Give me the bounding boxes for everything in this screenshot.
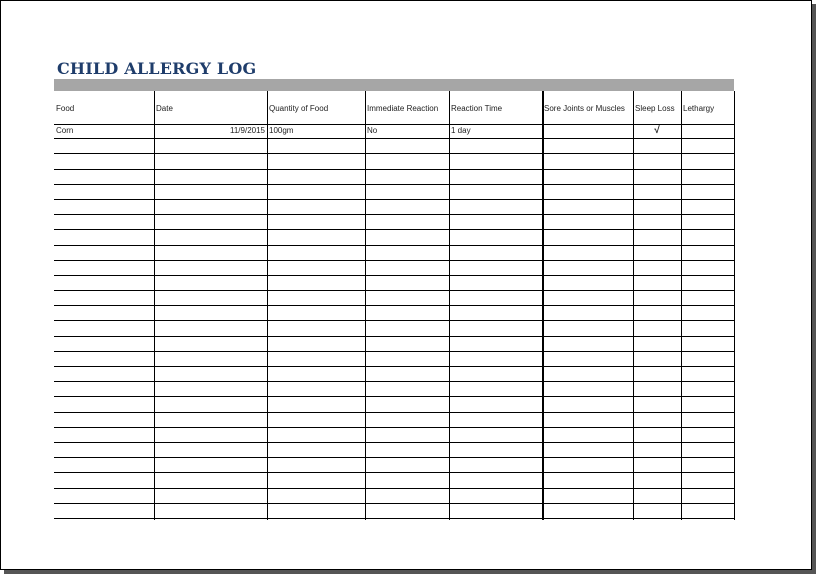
cell-immediate-reaction[interactable] bbox=[365, 352, 449, 366]
cell-quantity[interactable] bbox=[267, 413, 365, 427]
cell-sleep-loss[interactable] bbox=[633, 185, 681, 199]
cell-date[interactable] bbox=[154, 306, 267, 320]
cell-food[interactable] bbox=[54, 170, 154, 184]
cell-date[interactable] bbox=[154, 261, 267, 275]
cell-sore-joints[interactable] bbox=[542, 337, 633, 351]
cell-quantity[interactable] bbox=[267, 397, 365, 411]
cell-sleep-loss[interactable] bbox=[633, 246, 681, 260]
cell-reaction-time[interactable] bbox=[449, 428, 542, 442]
cell-lethargy[interactable] bbox=[681, 215, 734, 229]
cell-immediate-reaction[interactable] bbox=[365, 413, 449, 427]
cell-sore-joints[interactable] bbox=[542, 428, 633, 442]
column-divider bbox=[449, 91, 450, 520]
cell-immediate-reaction[interactable] bbox=[365, 367, 449, 381]
header-date: Date bbox=[156, 103, 173, 113]
cell-immediate-reaction[interactable] bbox=[365, 473, 449, 487]
column-divider bbox=[681, 91, 682, 520]
cell-sleep-loss[interactable] bbox=[633, 443, 681, 457]
cell-sleep-loss[interactable] bbox=[633, 170, 681, 184]
cell-quantity[interactable] bbox=[267, 321, 365, 335]
cell-sore-joints[interactable] bbox=[542, 458, 633, 472]
cell-date[interactable] bbox=[154, 185, 267, 199]
table-row bbox=[54, 154, 734, 169]
cell-sleep-loss[interactable] bbox=[633, 139, 681, 153]
cell-immediate-reaction[interactable] bbox=[365, 200, 449, 214]
cell-food[interactable] bbox=[54, 443, 154, 457]
cell-sore-joints[interactable] bbox=[542, 124, 633, 138]
cell-sleep-loss[interactable] bbox=[633, 306, 681, 320]
cell-lethargy[interactable] bbox=[681, 230, 734, 244]
cell-quantity[interactable] bbox=[267, 306, 365, 320]
cell-lethargy[interactable] bbox=[681, 367, 734, 381]
cell-lethargy[interactable] bbox=[681, 321, 734, 335]
cell-sleep-loss[interactable] bbox=[633, 489, 681, 503]
cell-reaction-time[interactable] bbox=[449, 337, 542, 351]
cell-quantity[interactable] bbox=[267, 246, 365, 260]
cell-reaction-time[interactable] bbox=[449, 397, 542, 411]
cell-date[interactable] bbox=[154, 443, 267, 457]
header-food: Food bbox=[56, 103, 75, 113]
column-divider bbox=[154, 91, 155, 520]
cell-date[interactable] bbox=[154, 473, 267, 487]
cell-food[interactable] bbox=[54, 154, 154, 168]
table-row bbox=[54, 428, 734, 443]
cell-sleep-loss[interactable]: √ bbox=[654, 125, 660, 136]
cell-sleep-loss[interactable] bbox=[633, 337, 681, 351]
cell-sore-joints[interactable] bbox=[542, 382, 633, 396]
cell-quantity[interactable] bbox=[267, 154, 365, 168]
cell-lethargy[interactable] bbox=[681, 185, 734, 199]
cell-date[interactable] bbox=[154, 200, 267, 214]
cell-quantity[interactable] bbox=[267, 489, 365, 503]
cell-quantity[interactable]: 100gm bbox=[269, 126, 294, 135]
cell-reaction-time[interactable] bbox=[449, 352, 542, 366]
cell-immediate-reaction[interactable] bbox=[365, 382, 449, 396]
table-row bbox=[54, 306, 734, 321]
header-sleep-loss: Sleep Loss bbox=[635, 103, 675, 113]
cell-quantity[interactable] bbox=[267, 504, 365, 518]
cell-immediate-reaction[interactable] bbox=[365, 246, 449, 260]
cell-quantity[interactable] bbox=[267, 428, 365, 442]
cell-lethargy[interactable] bbox=[681, 261, 734, 275]
cell-sleep-loss[interactable] bbox=[633, 473, 681, 487]
cell-reaction-time[interactable] bbox=[449, 261, 542, 275]
header-quantity: Quantity of Food bbox=[269, 103, 329, 113]
table-row bbox=[54, 230, 734, 245]
table-row bbox=[54, 413, 734, 428]
cell-reaction-time[interactable] bbox=[449, 291, 542, 305]
table-row bbox=[54, 276, 734, 291]
cell-date[interactable] bbox=[154, 321, 267, 335]
cell-immediate-reaction[interactable] bbox=[365, 458, 449, 472]
cell-date[interactable] bbox=[154, 154, 267, 168]
cell-food[interactable] bbox=[54, 291, 154, 305]
cell-reaction-time[interactable] bbox=[449, 170, 542, 184]
header-reaction-time: Reaction Time bbox=[451, 103, 503, 113]
cell-date[interactable] bbox=[154, 489, 267, 503]
cell-immediate-reaction[interactable] bbox=[365, 504, 449, 518]
cell-immediate-reaction[interactable] bbox=[365, 230, 449, 244]
cell-sore-joints[interactable] bbox=[542, 473, 633, 487]
title-band bbox=[54, 79, 734, 91]
cell-reaction-time[interactable] bbox=[449, 443, 542, 457]
cell-sleep-loss[interactable] bbox=[633, 352, 681, 366]
cell-food[interactable] bbox=[54, 489, 154, 503]
cell-quantity[interactable] bbox=[267, 291, 365, 305]
table-row bbox=[54, 246, 734, 261]
cell-immediate-reaction[interactable] bbox=[365, 276, 449, 290]
cell-food[interactable] bbox=[54, 276, 154, 290]
cell-lethargy[interactable] bbox=[681, 352, 734, 366]
cell-food[interactable] bbox=[54, 139, 154, 153]
table-row bbox=[54, 170, 734, 185]
cell-sleep-loss[interactable] bbox=[633, 154, 681, 168]
cell-date[interactable] bbox=[154, 382, 267, 396]
cell-quantity[interactable] bbox=[267, 170, 365, 184]
cell-sore-joints[interactable] bbox=[542, 170, 633, 184]
cell-lethargy[interactable] bbox=[681, 200, 734, 214]
cell-sleep-loss[interactable] bbox=[633, 504, 681, 518]
cell-immediate-reaction[interactable] bbox=[365, 291, 449, 305]
table-row bbox=[54, 261, 734, 276]
cell-reaction-time[interactable] bbox=[449, 276, 542, 290]
table-row bbox=[54, 321, 734, 336]
cell-sleep-loss[interactable] bbox=[633, 367, 681, 381]
column-divider bbox=[267, 91, 268, 520]
cell-sore-joints[interactable] bbox=[542, 200, 633, 214]
cell-food[interactable] bbox=[54, 321, 154, 335]
cell-date[interactable] bbox=[154, 504, 267, 518]
cell-food[interactable] bbox=[54, 185, 154, 199]
header-immediate-reaction: Immediate Reaction bbox=[367, 103, 439, 113]
cell-lethargy[interactable] bbox=[681, 428, 734, 442]
cell-sore-joints[interactable] bbox=[542, 504, 633, 518]
cell-lethargy[interactable] bbox=[681, 337, 734, 351]
table-row bbox=[54, 352, 734, 367]
cell-food[interactable] bbox=[54, 215, 154, 229]
cell-immediate-reaction[interactable] bbox=[365, 397, 449, 411]
cell-sore-joints[interactable] bbox=[542, 352, 633, 366]
cell-quantity[interactable] bbox=[267, 200, 365, 214]
cell-food[interactable] bbox=[54, 458, 154, 472]
cell-lethargy[interactable] bbox=[681, 382, 734, 396]
cell-reaction-time[interactable] bbox=[449, 215, 542, 229]
cell-immediate-reaction[interactable] bbox=[365, 306, 449, 320]
cell-reaction-time[interactable] bbox=[449, 246, 542, 260]
cell-immediate-reaction[interactable]: No bbox=[367, 126, 378, 135]
cell-date[interactable] bbox=[154, 428, 267, 442]
cell-lethargy[interactable] bbox=[681, 306, 734, 320]
cell-sore-joints[interactable] bbox=[542, 185, 633, 199]
table-right-border bbox=[734, 91, 735, 520]
cell-reaction-time[interactable] bbox=[449, 367, 542, 381]
table-row bbox=[54, 504, 734, 519]
cell-lethargy[interactable] bbox=[681, 246, 734, 260]
cell-food[interactable]: Corn bbox=[56, 126, 74, 135]
cell-sore-joints[interactable] bbox=[542, 276, 633, 290]
page-title: CHILD ALLERGY LOG bbox=[57, 59, 257, 78]
cell-quantity[interactable] bbox=[267, 443, 365, 457]
column-divider bbox=[365, 91, 366, 520]
cell-lethargy[interactable] bbox=[681, 397, 734, 411]
cell-sleep-loss[interactable] bbox=[633, 321, 681, 335]
cell-food[interactable] bbox=[54, 230, 154, 244]
cell-sore-joints[interactable] bbox=[542, 397, 633, 411]
cell-date[interactable] bbox=[154, 276, 267, 290]
cell-date[interactable]: 11/9/2015 bbox=[230, 126, 265, 135]
cell-food[interactable] bbox=[54, 367, 154, 381]
cell-reaction-time[interactable] bbox=[449, 230, 542, 244]
cell-lethargy[interactable] bbox=[681, 139, 734, 153]
cell-date[interactable] bbox=[154, 230, 267, 244]
cell-sore-joints[interactable] bbox=[542, 443, 633, 457]
cell-reaction-time[interactable] bbox=[449, 489, 542, 503]
cell-reaction-time[interactable] bbox=[449, 413, 542, 427]
table-row bbox=[54, 291, 734, 306]
column-divider bbox=[542, 91, 544, 520]
cell-sleep-loss[interactable] bbox=[633, 230, 681, 244]
cell-immediate-reaction[interactable] bbox=[365, 443, 449, 457]
cell-lethargy[interactable] bbox=[681, 458, 734, 472]
cell-quantity[interactable] bbox=[267, 337, 365, 351]
cell-sore-joints[interactable] bbox=[542, 291, 633, 305]
cell-date[interactable] bbox=[154, 139, 267, 153]
cell-date[interactable] bbox=[154, 215, 267, 229]
table-header-row bbox=[54, 91, 734, 125]
cell-reaction-time[interactable]: 1 day bbox=[451, 126, 471, 135]
cell-immediate-reaction[interactable] bbox=[365, 170, 449, 184]
cell-sore-joints[interactable] bbox=[542, 306, 633, 320]
cell-food[interactable] bbox=[54, 261, 154, 275]
table-row bbox=[54, 458, 734, 473]
cell-sleep-loss[interactable] bbox=[633, 382, 681, 396]
cell-sleep-loss[interactable] bbox=[633, 428, 681, 442]
table-row bbox=[54, 139, 734, 154]
cell-sleep-loss[interactable] bbox=[633, 276, 681, 290]
table-row bbox=[54, 124, 734, 139]
cell-sore-joints[interactable] bbox=[542, 321, 633, 335]
cell-sleep-loss[interactable] bbox=[633, 291, 681, 305]
cell-immediate-reaction[interactable] bbox=[365, 428, 449, 442]
table-row bbox=[54, 443, 734, 458]
cell-immediate-reaction[interactable] bbox=[365, 489, 449, 503]
cell-reaction-time[interactable] bbox=[449, 458, 542, 472]
cell-immediate-reaction[interactable] bbox=[365, 215, 449, 229]
cell-date[interactable] bbox=[154, 170, 267, 184]
cell-immediate-reaction[interactable] bbox=[365, 261, 449, 275]
cell-reaction-time[interactable] bbox=[449, 185, 542, 199]
cell-food[interactable] bbox=[54, 200, 154, 214]
cell-sore-joints[interactable] bbox=[542, 413, 633, 427]
cell-sleep-loss[interactable] bbox=[633, 397, 681, 411]
cell-food[interactable] bbox=[54, 306, 154, 320]
column-divider bbox=[633, 91, 634, 520]
cell-reaction-time[interactable] bbox=[449, 382, 542, 396]
cell-date[interactable] bbox=[154, 413, 267, 427]
cell-date[interactable] bbox=[154, 352, 267, 366]
cell-quantity[interactable] bbox=[267, 185, 365, 199]
table-row bbox=[54, 382, 734, 397]
cell-sleep-loss[interactable] bbox=[633, 215, 681, 229]
cell-sleep-loss[interactable] bbox=[633, 261, 681, 275]
table-row bbox=[54, 215, 734, 230]
cell-immediate-reaction[interactable] bbox=[365, 337, 449, 351]
cell-sleep-loss[interactable] bbox=[633, 200, 681, 214]
table-row bbox=[54, 397, 734, 412]
cell-reaction-time[interactable] bbox=[449, 321, 542, 335]
cell-immediate-reaction[interactable] bbox=[365, 154, 449, 168]
cell-lethargy[interactable] bbox=[681, 124, 734, 138]
cell-quantity[interactable] bbox=[267, 215, 365, 229]
cell-reaction-time[interactable] bbox=[449, 504, 542, 518]
cell-date[interactable] bbox=[154, 246, 267, 260]
table-row bbox=[54, 473, 734, 488]
cell-food[interactable] bbox=[54, 397, 154, 411]
cell-date[interactable] bbox=[154, 397, 267, 411]
cell-lethargy[interactable] bbox=[681, 473, 734, 487]
cell-lethargy[interactable] bbox=[681, 154, 734, 168]
cell-quantity[interactable] bbox=[267, 458, 365, 472]
cell-reaction-time[interactable] bbox=[449, 200, 542, 214]
cell-sore-joints[interactable] bbox=[542, 367, 633, 381]
header-lethargy: Lethargy bbox=[683, 103, 715, 113]
cell-lethargy[interactable] bbox=[681, 413, 734, 427]
cell-lethargy[interactable] bbox=[681, 489, 734, 503]
cell-reaction-time[interactable] bbox=[449, 306, 542, 320]
header-sore-joints: Sore Joints or Muscles bbox=[544, 103, 625, 113]
cell-immediate-reaction[interactable] bbox=[365, 321, 449, 335]
cell-quantity[interactable] bbox=[267, 261, 365, 275]
cell-quantity[interactable] bbox=[267, 352, 365, 366]
cell-lethargy[interactable] bbox=[681, 504, 734, 518]
cell-quantity[interactable] bbox=[267, 139, 365, 153]
cell-quantity[interactable] bbox=[267, 230, 365, 244]
cell-food[interactable] bbox=[54, 473, 154, 487]
cell-sleep-loss[interactable] bbox=[633, 413, 681, 427]
table-row bbox=[54, 367, 734, 382]
cell-food[interactable] bbox=[54, 504, 154, 518]
cell-sore-joints[interactable] bbox=[542, 215, 633, 229]
cell-food[interactable] bbox=[54, 337, 154, 351]
cell-date[interactable] bbox=[154, 458, 267, 472]
cell-food[interactable] bbox=[54, 246, 154, 260]
cell-reaction-time[interactable] bbox=[449, 473, 542, 487]
log-table-body bbox=[54, 124, 734, 519]
cell-sore-joints[interactable] bbox=[542, 261, 633, 275]
cell-date[interactable] bbox=[154, 367, 267, 381]
table-row bbox=[54, 337, 734, 352]
cell-sleep-loss[interactable] bbox=[633, 458, 681, 472]
cell-immediate-reaction[interactable] bbox=[365, 185, 449, 199]
cell-food[interactable] bbox=[54, 413, 154, 427]
cell-sore-joints[interactable] bbox=[542, 139, 633, 153]
cell-date[interactable] bbox=[154, 291, 267, 305]
table-row bbox=[54, 489, 734, 504]
cell-lethargy[interactable] bbox=[681, 170, 734, 184]
cell-food[interactable] bbox=[54, 352, 154, 366]
cell-lethargy[interactable] bbox=[681, 276, 734, 290]
cell-reaction-time[interactable] bbox=[449, 154, 542, 168]
cell-sore-joints[interactable] bbox=[542, 230, 633, 244]
cell-sore-joints[interactable] bbox=[542, 489, 633, 503]
cell-sore-joints[interactable] bbox=[542, 246, 633, 260]
cell-quantity[interactable] bbox=[267, 276, 365, 290]
cell-quantity[interactable] bbox=[267, 473, 365, 487]
cell-food[interactable] bbox=[54, 382, 154, 396]
cell-immediate-reaction[interactable] bbox=[365, 139, 449, 153]
cell-sore-joints[interactable] bbox=[542, 154, 633, 168]
cell-date[interactable] bbox=[154, 337, 267, 351]
cell-food[interactable] bbox=[54, 428, 154, 442]
cell-lethargy[interactable] bbox=[681, 443, 734, 457]
cell-reaction-time[interactable] bbox=[449, 139, 542, 153]
table-row bbox=[54, 185, 734, 200]
cell-quantity[interactable] bbox=[267, 367, 365, 381]
cell-quantity[interactable] bbox=[267, 382, 365, 396]
table-row bbox=[54, 200, 734, 215]
cell-lethargy[interactable] bbox=[681, 291, 734, 305]
